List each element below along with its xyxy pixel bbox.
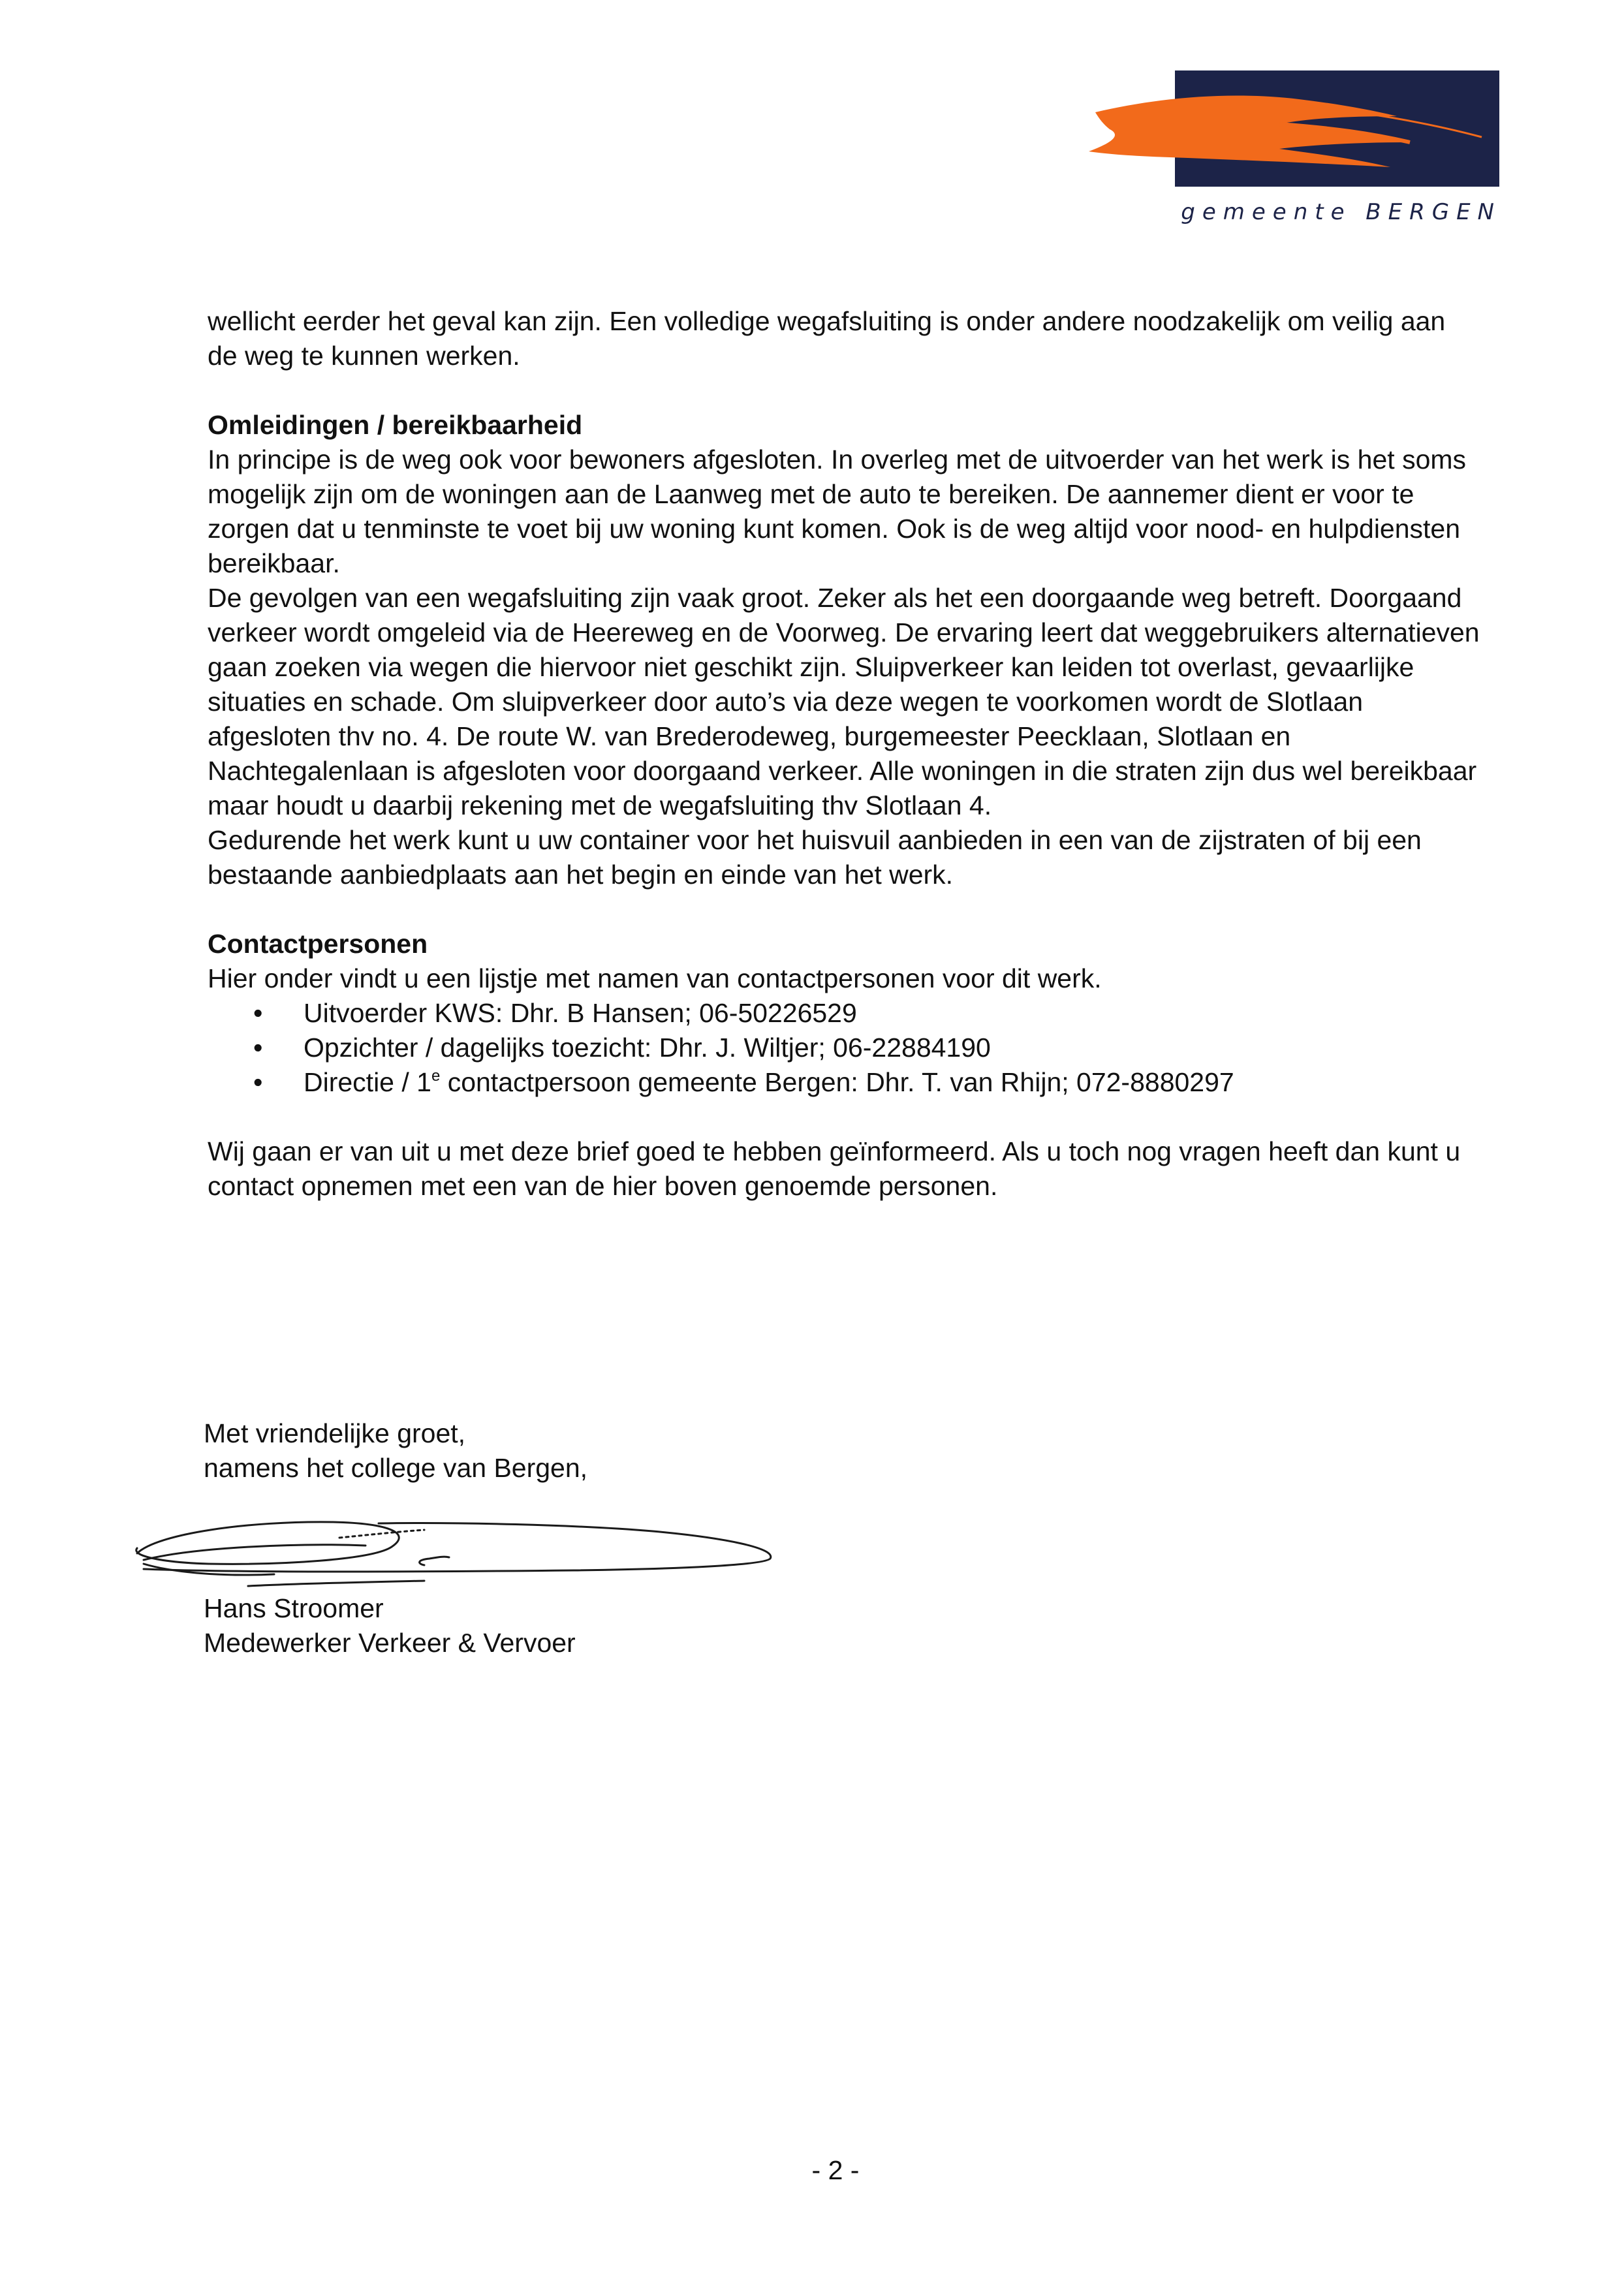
section-heading-contactpersonen: Contactpersonen [208, 929, 428, 959]
greeting: Met vriendelijke groet, [204, 1418, 466, 1448]
contact-item: • Uitvoerder KWS: Dhr. B Hansen; 06-50226529 [208, 996, 1480, 1031]
page-number: - 2 - [811, 2155, 860, 2185]
contact-item: • Opzichter / dagelijks toezicht: Dhr. J. Wiltjer; 06-22884190 [208, 1031, 1480, 1065]
closing-paragraph: Wij gaan er van uit u met deze brief goed te hebben geïnformeerd. Als u toch nog vragen heeft dan kunt u contact opnemen met een van de hier boven genoemde personen. [208, 1136, 1461, 1201]
on-behalf-line: namens het college van Bergen, [204, 1453, 588, 1483]
gemeente-bergen-logo [1084, 65, 1501, 196]
contact-list [208, 996, 1480, 1100]
signatory-role: Medewerker Verkeer & Vervoer [204, 1628, 576, 1658]
letter-body [208, 304, 1480, 1204]
section-heading-omleidingen: Omleidingen / bereikbaarheid [208, 410, 583, 440]
intro-paragraph: wellicht eerder het geval kan zijn. Een volledige wegafsluiting is onder andere noodzakelijk om veilig aan de weg te kunnen werken. [208, 306, 1446, 371]
logo-wordmark: gemeente BERGEN [1181, 199, 1501, 225]
paragraph: De gevolgen van een wegafsluiting zijn vaak groot. Zeker als het een doorgaande weg betreft. Doorgaand verkeer wordt omgeleid via de Heereweg en de Voorweg. De ervaring leert dat weggebruikers alternatieven gaan zoeken via wegen die hiervoor niet geschikt zijn. Sluipverkeer kan leiden tot overlast, gevaarlijke situaties en schade. Om sluipverkeer door auto’s via deze wegen te voorkomen wordt de Slotlaan afgesloten thv no. 4. De route W. van Brederodeweg, burgemeester Peecklaan, Slotlaan en Nachtegalenlaan is afgesloten voor doorgaand verkeer. Alle woningen in die straten zijn dus wel bereikbaar maar houdt u daarbij rekening met de wegafsluiting thv Slotlaan 4. [208, 583, 1480, 820]
paragraph: Gedurende het werk kunt u uw container voor het huisvuil aanbieden in een van de zijstraten of bij een bestaande aanbiedplaats aan het begin en einde van het werk. [208, 825, 1422, 890]
handwritten-signature [117, 1488, 783, 1593]
orange-brushstroke-icon [1084, 65, 1501, 196]
signatory-name: Hans Stroomer [204, 1593, 384, 1623]
signatory [204, 1591, 576, 1660]
contacts-intro: Hier onder vindt u een lijstje met namen van contactpersonen voor dit werk. [208, 963, 1102, 993]
paragraph: In principe is de weg ook voor bewoners afgesloten. In overleg met de uitvoerder van het werk is het soms mogelijk zijn om de woningen aan de Laanweg met de auto te bereiken. De aannemer dient er voor te zorgen dat u tenminste te voet bij uw woning kunt komen. Ook is de weg altijd voor nood- en hulpdiensten bereikbaar. [208, 444, 1467, 578]
contact-item: • Directie / 1e contactpersoon gemeente Bergen: Dhr. T. van Rhijn; 072-8880297 [208, 1065, 1480, 1100]
letter-closing [204, 1416, 587, 1486]
